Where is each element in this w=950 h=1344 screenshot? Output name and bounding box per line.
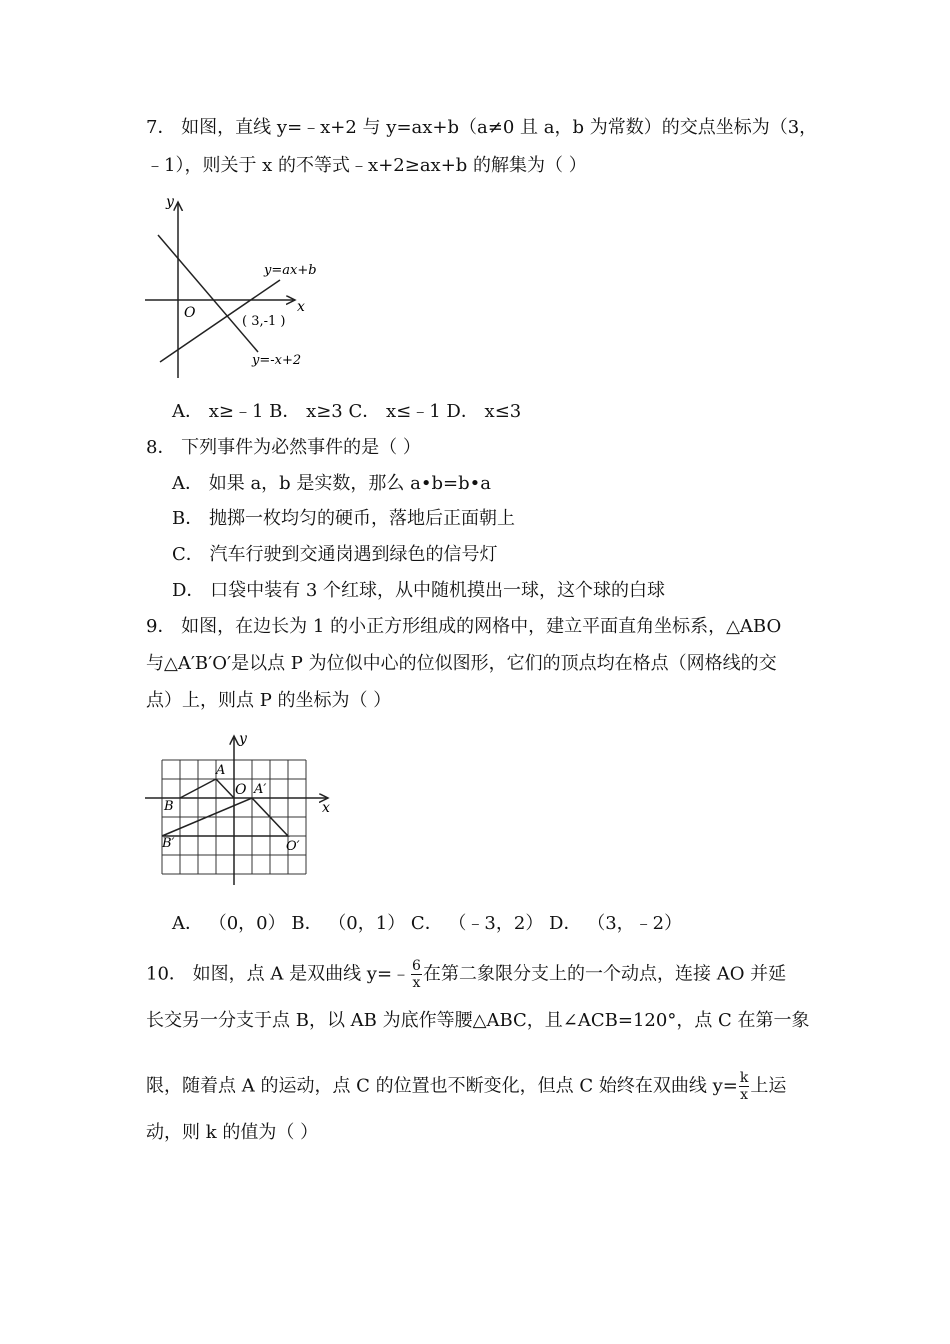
q7-point-label: ( 3,-1 )	[242, 314, 286, 329]
q10-stem-line3	[146, 1070, 786, 1103]
q9-x-label: x	[322, 800, 330, 816]
q9-a2-label: A′	[254, 782, 267, 797]
q9-y-label: y	[239, 731, 247, 747]
q7-y-label: y	[166, 194, 174, 210]
q10-frac2-num: k	[739, 1070, 749, 1086]
q9-b2-label: B′	[162, 836, 175, 851]
q7-origin-label: O	[184, 305, 196, 321]
q10-frac1-den: x	[412, 975, 421, 991]
q8-option-b: B． 抛掷一枚均匀的硬币，落地后正面朝上	[172, 508, 515, 529]
q10-frac1-num: 6	[412, 958, 421, 974]
q10-line3-post: 上运	[750, 1075, 787, 1097]
q7-line-neg-x-plus-2	[158, 235, 258, 352]
q7-line2-label: y=-x+2	[252, 353, 302, 368]
q9-o-label: O	[235, 782, 247, 798]
q9-stem-line1: 9． 如图，在边长为 1 的小正方形组成的网格中，建立平面直角坐标系，△ABO	[146, 616, 782, 637]
q9-o2-label: O′	[286, 839, 300, 854]
q8-stem: 8． 下列事件为必然事件的是（ ）	[146, 437, 421, 458]
q10-stem-line4: 动，则 k 的值为（ ）	[146, 1122, 319, 1143]
q7-options: A． x≥﹣1 B． x≥3 C． x≤﹣1 D． x≤3	[172, 401, 522, 422]
q8-option-d: D． 口袋中装有 3 个红球，从中随机摸出一球，这个球的白球	[172, 580, 666, 601]
q10-fraction-6-over-x	[411, 958, 422, 991]
q10-frac2-den: x	[740, 1087, 749, 1103]
q10-line1-pre: 10． 如图，点 A 是双曲线 y=﹣	[146, 963, 411, 985]
q10-line3-pre: 限，随着点 A 的运动，点 C 的位置也不断变化，但点 C 始终在双曲线 y=	[146, 1075, 738, 1097]
q10-stem-line1	[146, 958, 786, 991]
q10-line1-post: 在第二象限分支上的一个动点，连接 AO 并延	[422, 963, 787, 985]
q7-stem-line2: ﹣1），则关于 x 的不等式﹣x+2≥ax+b 的解集为（ ）	[146, 155, 587, 176]
q9-figure	[140, 730, 340, 890]
q9-triangle-abo	[180, 779, 234, 798]
q9-b-label: B	[164, 799, 174, 814]
q7-figure	[140, 190, 340, 385]
q10-fraction-k-over-x	[739, 1070, 749, 1103]
q8-option-a: A． 如果 a，b 是实数，那么 a•b=b•a	[172, 473, 491, 494]
q9-stem-line3: 点）上，则点 P 的坐标为（ ）	[146, 690, 392, 711]
q9-a-label: A	[216, 763, 226, 778]
q7-stem-line1: 7． 如图，直线 y=﹣x+2 与 y=ax+b（a≠0 且 a，b 为常数）的交点坐标为（3，	[146, 117, 818, 138]
q8-option-c: C． 汽车行驶到交通岗遇到绿色的信号灯	[172, 544, 498, 565]
q9-stem-line2: 与△A′B′O′是以点 P 为位似中心的位似图形，它们的顶点均在格点（网格线的交	[146, 653, 777, 674]
q10-stem-line2: 长交另一分支于点 B，以 AB 为底作等腰△ABC，且∠ACB=120°，点 C 在第一象	[146, 1010, 810, 1031]
q7-x-label: x	[297, 299, 305, 315]
q9-options: A． （0，0） B． （0，1） C． （﹣3，2） D． （3，﹣2）	[172, 913, 683, 934]
q7-line1-label: y=ax+b	[264, 263, 317, 278]
